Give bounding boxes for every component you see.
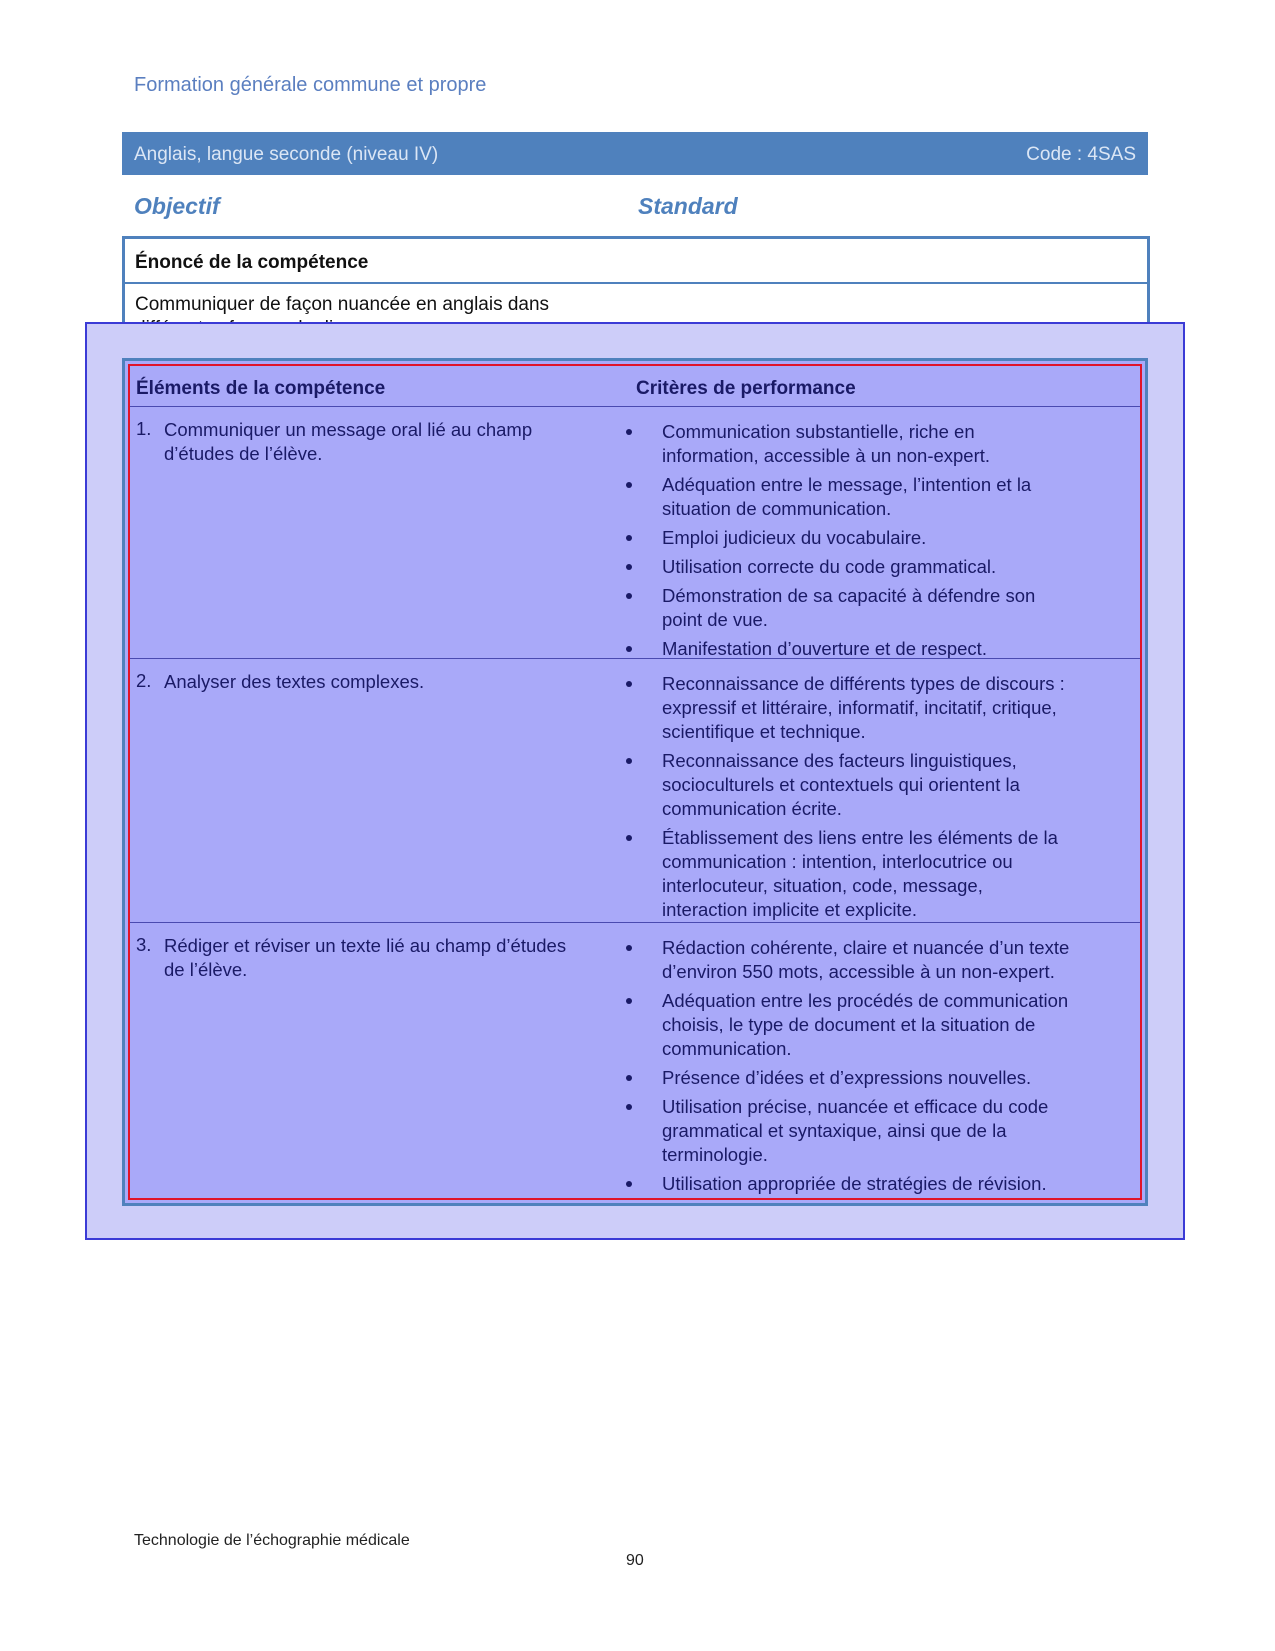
criterion-line: communication écrite.: [662, 798, 842, 819]
criterion-line: Communication substantielle, riche en: [662, 421, 975, 442]
criterion-line: communication.: [662, 1038, 792, 1059]
bullet-icon: [626, 564, 632, 570]
criterion-line: Adéquation entre le message, l’intention et la: [662, 474, 1032, 495]
criterion-item: [624, 1095, 1124, 1167]
bullet-icon: [626, 998, 632, 1004]
criterion-line: Reconnaissance de différents types de discours :: [662, 673, 1065, 694]
criterion-line: d’environ 550 mots, accessible à un non-expert.: [662, 961, 1055, 982]
element-line: d’études de l’élève.: [164, 443, 323, 464]
criterion-line: information, accessible à un non-expert.: [662, 445, 991, 466]
criterion-item: [624, 1066, 1124, 1090]
bullet-icon: [626, 681, 632, 687]
criteria-list: [624, 672, 1124, 927]
criterion-line: Utilisation précise, nuancée et efficace du code: [662, 1096, 1049, 1117]
criterion-item: [624, 936, 1124, 984]
divider: [130, 922, 1140, 923]
criterion-line: socioculturels et contextuels qui orientent la: [662, 774, 1020, 795]
criterion-item: [624, 420, 1124, 468]
criterion-line: Reconnaissance des facteurs linguistiques,: [662, 750, 1017, 771]
bullet-icon: [626, 758, 632, 764]
table-highlight-frame: [128, 364, 1142, 1200]
element-line: de l’élève.: [164, 959, 248, 980]
bullet-icon: [626, 429, 632, 435]
criterion-line: terminologie.: [662, 1144, 768, 1165]
bullet-icon: [626, 646, 632, 652]
element-line: Analyser des textes complexes.: [164, 671, 425, 692]
divider: [125, 282, 1147, 284]
bullet-icon: [626, 1104, 632, 1110]
criterion-line: Utilisation appropriée de stratégies de révision.: [662, 1173, 1047, 1194]
criterion-item: [624, 584, 1124, 632]
criterion-line: Rédaction cohérente, claire et nuancée d’un texte: [662, 937, 1070, 958]
criterion-line: communication : intention, interlocutrice ou: [662, 851, 1013, 872]
criterion-item: [624, 473, 1124, 521]
criterion-line: point de vue.: [662, 609, 768, 630]
course-name: Anglais, langue seconde (niveau IV): [134, 144, 439, 165]
criterion-line: expressif et littéraire, informatif, incitatif, critique,: [662, 697, 1057, 718]
statement-line: Communiquer de façon nuancée en anglais dans: [135, 294, 550, 315]
element-number: 2.: [136, 670, 152, 691]
criteria-list: [624, 936, 1124, 1201]
element-text: [164, 670, 614, 694]
criterion-item: [624, 989, 1124, 1061]
objective-heading: Objectif: [134, 193, 220, 219]
element-line: Rédiger et réviser un texte lié au champ d’études: [164, 935, 567, 956]
bullet-icon: [626, 535, 632, 541]
divider: [130, 406, 1140, 407]
criterion-item: [624, 826, 1124, 922]
element-text: [164, 934, 634, 982]
column-header-criteria: Critères de performance: [636, 378, 856, 399]
course-bar: [122, 132, 1148, 175]
criterion-line: Adéquation entre les procédés de communication: [662, 990, 1069, 1011]
criterion-line: interaction implicite et explicite.: [662, 899, 917, 920]
criterion-line: grammatical et syntaxique, ainsi que de la: [662, 1120, 1007, 1141]
element-number: 3.: [136, 934, 152, 955]
criterion-line: Manifestation d’ouverture et de respect.: [662, 638, 987, 659]
criterion-item: [624, 555, 1124, 579]
bullet-icon: [626, 945, 632, 951]
criterion-item: [624, 526, 1124, 550]
criterion-line: Démonstration de sa capacité à défendre son: [662, 585, 1036, 606]
element-text: [164, 418, 614, 466]
footer-program-name: Technologie de l’échographie médicale: [134, 1532, 410, 1549]
bullet-icon: [626, 835, 632, 841]
column-header-elements: Éléments de la compétence: [136, 378, 386, 399]
criterion-line: Présence d’idées et d’expressions nouvelles.: [662, 1067, 1032, 1088]
criterion-item: [624, 1172, 1124, 1196]
divider: [130, 658, 1140, 659]
competency-elements-table: [122, 358, 1148, 1206]
criterion-line: Utilisation correcte du code grammatical.: [662, 556, 997, 577]
criterion-line: interlocuteur, situation, code, message,: [662, 875, 983, 896]
bullet-icon: [626, 1075, 632, 1081]
bullet-icon: [626, 482, 632, 488]
standard-heading: Standard: [638, 193, 738, 219]
competency-statement-title: Énoncé de la compétence: [135, 252, 369, 273]
criterion-line: choisis, le type de document et la situation de: [662, 1014, 1036, 1035]
criterion-line: scientifique et technique.: [662, 721, 866, 742]
element-number: 1.: [136, 418, 152, 439]
bullet-icon: [626, 593, 632, 599]
criterion-line: Emploi judicieux du vocabulaire.: [662, 527, 927, 548]
course-code: Code : 4SAS: [1026, 144, 1136, 165]
criterion-item: [624, 672, 1124, 744]
criterion-line: situation de communication.: [662, 498, 892, 519]
element-line: Communiquer un message oral lié au champ: [164, 419, 533, 440]
criterion-line: Établissement des liens entre les éléments de la: [662, 827, 1058, 848]
criteria-list: [624, 420, 1124, 666]
bullet-icon: [626, 1181, 632, 1187]
section-title: Formation générale commune et propre: [134, 74, 487, 96]
criterion-item: [624, 749, 1124, 821]
page-number: 90: [626, 1552, 644, 1569]
